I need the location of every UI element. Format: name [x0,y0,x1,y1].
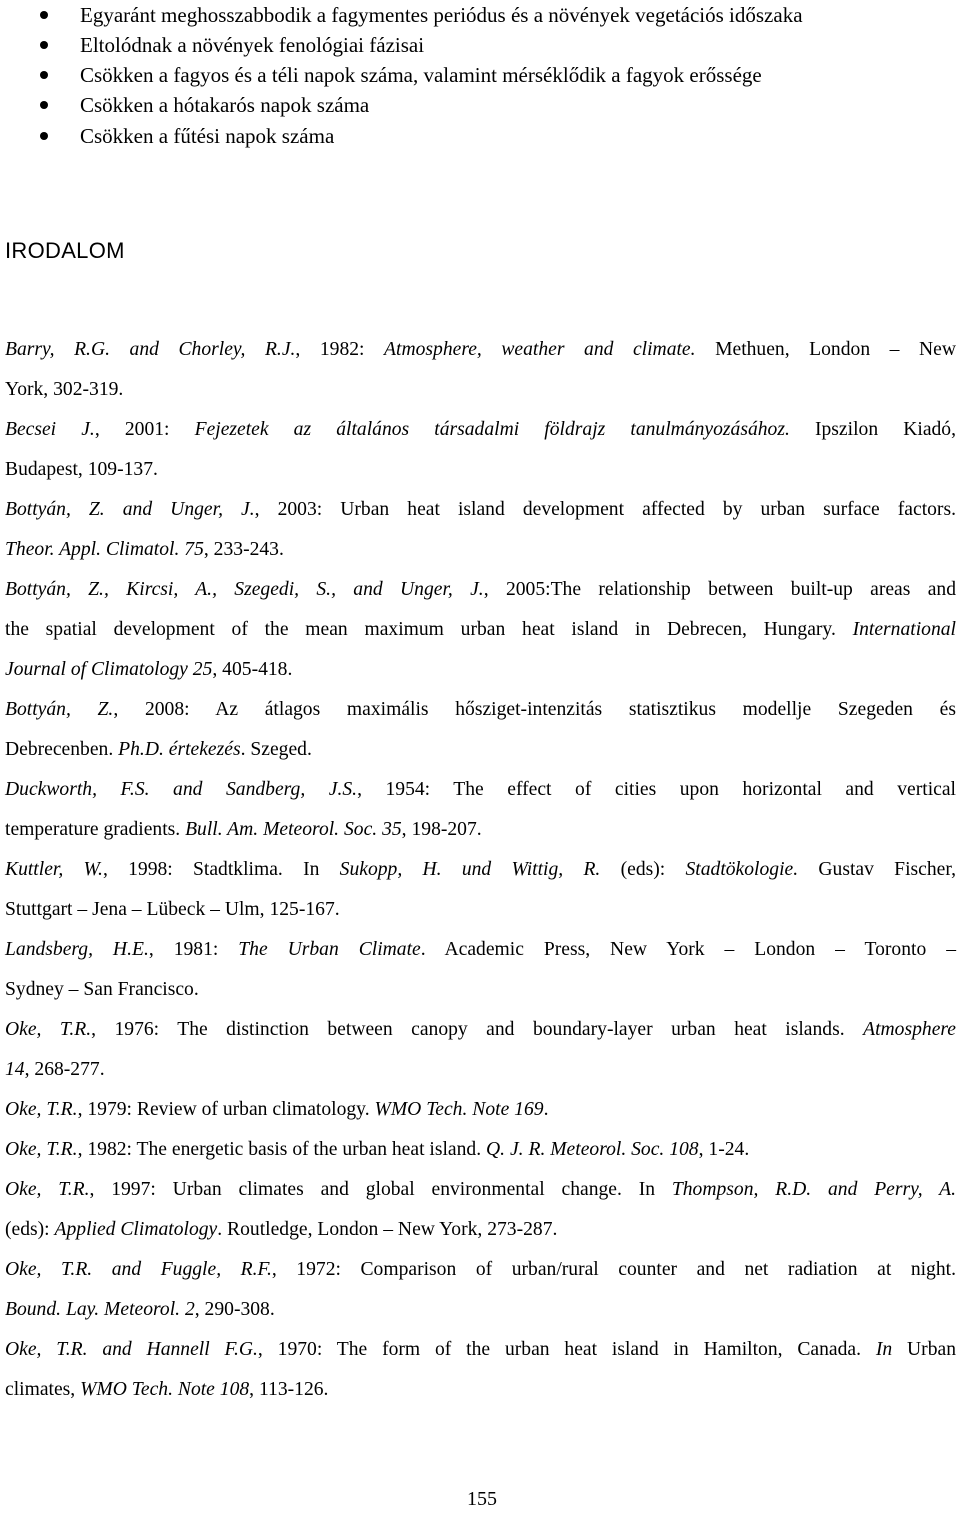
bullet-text: Csökken a hótakarós napok száma [80,93,370,117]
reference-line [5,330,956,370]
bullet-dot-icon [40,11,48,19]
bullet-item [0,121,960,151]
bullet-item [0,0,960,30]
reference-authors: Oke, T.R. and Fuggle, R.F. [5,1259,272,1280]
reference-text: , 1972: Comparison of urban/rural counter and net radiation at night. [271,1259,956,1280]
reference-line [5,1370,956,1410]
reference-line [5,770,956,810]
reference-authors: Duckworth, F.S. and Sandberg, J.S. [5,779,358,800]
reference-text: , 2005:The relationship between built-up areas and [483,579,956,600]
reference-line [5,650,956,690]
reference-text: Budapest, 109-137. [5,459,158,480]
reference-line [5,1050,956,1090]
reference-line [5,1010,956,1050]
reference-text: Sydney – San Francisco. [5,979,199,1000]
reference-line [5,730,956,770]
reference-title: The Urban Climate [238,939,421,960]
reference-entry [5,930,956,1010]
reference-line [5,1250,956,1290]
reference-text: , 1954: The effect of cities upon horizontal and vertical [357,779,956,800]
reference-text: , 2008: Az átlagos maximális hősziget-intenzitás statisztikus modellje Szegeden és [113,699,956,720]
reference-text: York, 302-319. [5,379,124,400]
reference-entry [5,1130,956,1170]
reference-text: Stuttgart – Jena – Lübeck – Ulm, 125-167. [5,899,340,920]
reference-authors: Oke, T.R. [5,1019,92,1040]
reference-text: Gustav Fischer, [798,859,956,880]
reference-journal: International [852,619,956,640]
reference-authors: Landsberg, H.E. [5,939,149,960]
reference-entry [5,1090,956,1130]
reference-journal: Theor. Appl. Climatol. 75 [5,539,204,560]
bullet-text: Eltolódnak a növények fenológiai fázisai [80,33,425,57]
reference-editors: Sukopp, H. und Wittig, R. [339,859,601,880]
reference-text: Methuen, London – New [695,339,956,360]
bullet-dot-icon [40,41,48,49]
reference-pages: , 405-418. [212,659,293,680]
bullet-dot-icon [40,101,48,109]
reference-entry [5,1330,956,1410]
reference-authors: Oke, T.R. [5,1139,78,1160]
reference-pages: , 268-277. [24,1059,105,1080]
reference-line [5,410,956,450]
reference-journal: Bound. Lay. Meteorol. 2 [5,1299,195,1320]
reference-text: . Szeged. [240,739,312,760]
reference-entry [5,570,956,690]
reference-text: , 1998: Stadtklima. In [102,859,340,880]
reference-authors: Oke, T.R. [5,1099,78,1120]
reference-pages: , 198-207. [401,819,482,840]
reference-line [5,1330,956,1370]
reference-line [5,690,956,730]
reference-line [5,970,956,1010]
reference-text: climates, [5,1379,81,1400]
bullet-item [0,60,960,90]
reference-pages: , 290-308. [194,1299,275,1320]
reference-pages: , 113-126. [249,1379,329,1400]
reference-title: Fejezetek az általános társadalmi földrajz tanulmányozásához. [194,419,790,440]
reference-text: , 2003: Urban heat island development affected by urban surface factors. [254,499,956,520]
reference-line [5,570,956,610]
reference-text: (eds): [600,859,686,880]
bullet-text: Csökken a fagyos és a téli napok száma, valamint mérséklődik a fagyok erőssége [80,63,762,87]
bullet-item [0,90,960,120]
reference-line [5,610,956,650]
reference-line [5,810,956,850]
reference-entry [5,410,956,490]
reference-year: , 1981: [148,939,239,960]
reference-line [5,1290,956,1330]
reference-entry [5,1250,956,1330]
reference-authors: Kuttler, W. [5,859,103,880]
reference-text: the spatial development of the mean maximum urban heat island in Debrecen, Hungary. [5,619,853,640]
reference-line [5,930,956,970]
bullet-item [0,30,960,60]
reference-text: Debrecenben. [5,739,119,760]
reference-title: Stadtökologie. [685,859,799,880]
reference-text: Urban [892,1339,956,1360]
reference-text: , 1970: The form of the urban heat island in Hamilton, Canada. [257,1339,876,1360]
reference-authors: Bottyán, Z. [5,699,114,720]
reference-journal: Q. J. R. Meteorol. Soc. 108 [486,1139,699,1160]
reference-line [5,850,956,890]
reference-journal: 14 [5,1059,25,1080]
reference-pages: , 233-243. [203,539,284,560]
reference-text: , 1979: Review of urban climatology. [77,1099,375,1120]
reference-authors: Bottyán, Z., Kircsi, A., Szegedi, S., and Unger, J. [5,579,484,600]
reference-line [5,530,956,570]
reference-text: In [875,1339,893,1360]
reference-line [5,1090,956,1130]
section-heading: IRODALOM [5,238,125,263]
reference-entry [5,690,956,770]
reference-line [5,1170,956,1210]
bullet-dot-icon [40,132,48,140]
reference-year: , 2001: [94,419,195,440]
reference-authors: Barry, R.G. and Chorley, R.J. [5,339,296,360]
reference-editors: Thompson, R.D. and Perry, A. [671,1179,956,1200]
bullet-text: Egyaránt meghosszabbodik a fagymentes periódus és a növények vegetációs időszaka [80,3,803,27]
reference-year: , 1982: [295,339,385,360]
reference-entry [5,850,956,930]
reference-line [5,490,956,530]
reference-entry [5,770,956,850]
reference-entry [5,330,956,410]
reference-entry [5,490,956,570]
reference-title: Applied Climatology [54,1219,218,1240]
reference-text: , 1997: Urban climates and global environmental change. In [89,1179,672,1200]
reference-text: . Academic Press, New York – London – Toronto – [420,939,956,960]
reference-authors: Becsei J. [5,419,95,440]
reference-text: . Routledge, London – New York, 273-287. [217,1219,558,1240]
reference-journal: Atmosphere [863,1019,956,1040]
reference-journal: Ph.D. értekezés [118,739,241,760]
bullet-dot-icon [40,71,48,79]
reference-text: . [543,1099,549,1120]
reference-journal: WMO Tech. Note 169 [374,1099,544,1120]
reference-text: (eds): [5,1219,55,1240]
reference-line [5,1130,956,1170]
reference-title: Atmosphere, weather and climate. [384,339,696,360]
reference-authors: Oke, T.R. and Hannell F.G. [5,1339,258,1360]
reference-authors: Bottyán, Z. and Unger, J. [5,499,255,520]
reference-journal: Bull. Am. Meteorol. Soc. 35 [185,819,402,840]
reference-entry [5,1170,956,1250]
reference-journal: WMO Tech. Note 108 [80,1379,250,1400]
reference-text: Ipszilon Kiadó, [789,419,957,440]
reference-line [5,450,956,490]
reference-line [5,1210,956,1250]
reference-text: , 1976: The distinction between canopy and boundary-layer urban heat islands. [91,1019,864,1040]
reference-line [5,890,956,930]
reference-text: temperature gradients. [5,819,186,840]
bullet-text: Csökken a fűtési napok száma [80,124,335,148]
reference-authors: Oke, T.R. [5,1179,90,1200]
reference-text: , 1982: The energetic basis of the urban heat island. [77,1139,487,1160]
reference-line [5,370,956,410]
reference-pages: , 1-24. [698,1139,750,1160]
page-number: 155 [467,1488,497,1510]
reference-entry [5,1010,956,1090]
reference-journal: Journal of Climatology 25 [5,659,213,680]
